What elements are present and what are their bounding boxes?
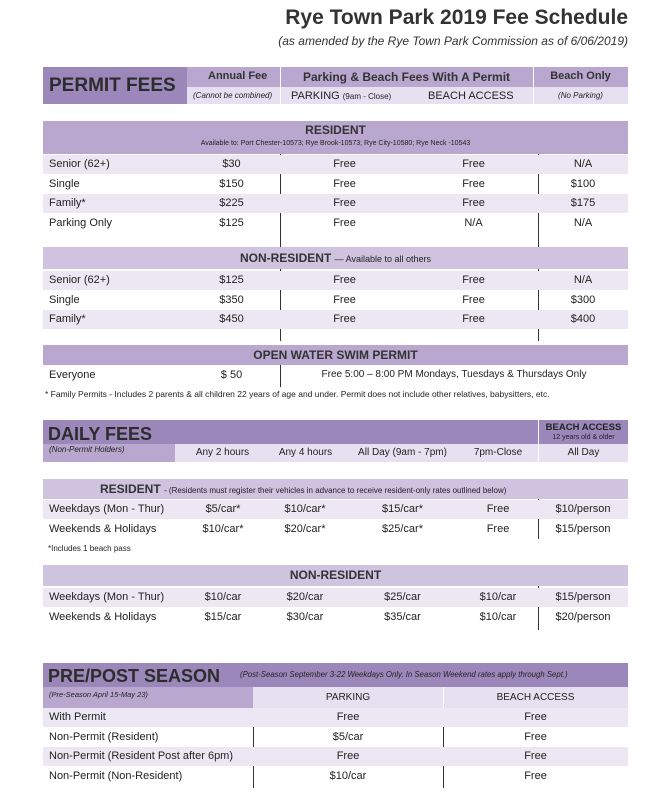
open-water-heading: OPEN WATER SWIM PERMIT <box>253 348 418 362</box>
parking-value: Free <box>333 293 356 306</box>
beach-access-value: Free <box>524 711 547 723</box>
parking-value: Free <box>333 177 356 190</box>
parking-value: Free <box>336 711 360 723</box>
includes-beach-pass: *Includes 1 beach pass <box>48 544 131 553</box>
daily-beach-access: BEACH ACCESS <box>545 422 622 433</box>
daily-fees-header <box>43 420 628 462</box>
parking-value: Free <box>333 197 356 209</box>
table-row <box>43 310 628 329</box>
any-4-hours-value: $10/car* <box>284 503 326 515</box>
all-day-value: $35/car <box>384 610 421 623</box>
table-row <box>43 708 628 727</box>
daily-nonresident-section <box>43 565 628 630</box>
resident-availability: Available to: Port Chester-10573; Rye Brook-10573; Rye City-10580; Rye Neck -10543 <box>200 140 471 147</box>
open-water-label: Everyone <box>49 369 96 381</box>
parking-value: Free <box>333 313 356 325</box>
any-2-hours-value: $10/car <box>204 591 242 603</box>
nonresident-heading: NON-RESIDENT <box>239 251 332 265</box>
annual-note: (Cannot be combined) <box>193 91 273 100</box>
daily-all-day: All Day <box>567 447 600 458</box>
prepost-beach-label: BEACH ACCESS <box>496 692 575 703</box>
daily-beach-age: 12 years old & older <box>552 434 615 441</box>
table-row <box>43 271 628 290</box>
table-row <box>43 175 628 194</box>
parking-beach-heading: Parking & Beach Fees With A Permit <box>302 70 511 84</box>
annual-fee-value: $450 <box>219 313 244 325</box>
beach-access-value: Free <box>462 293 485 306</box>
open-water-section <box>43 345 628 387</box>
table-row <box>43 155 628 174</box>
beach-access-value: Free <box>462 158 485 170</box>
7pm-close-value: $10/car <box>479 591 517 603</box>
beach-all-day-value: $15/person <box>555 591 611 603</box>
parking-value: $10/car <box>329 769 367 782</box>
col-7pm-close: 7pm-Close <box>473 447 523 458</box>
beach-access-value: Free <box>524 730 547 743</box>
table-row <box>43 194 628 213</box>
annual-fee-value: $125 <box>219 216 244 229</box>
any-4-hours-value: $20/car* <box>284 522 326 535</box>
row-label: Weekdays (Mon - Thur) <box>49 591 165 603</box>
row-label: Weekends & Holidays <box>49 522 157 535</box>
beach-only-value: N/A <box>573 216 593 229</box>
beach-all-day-value: $15/person <box>555 522 611 535</box>
row-label: Parking Only <box>49 216 112 229</box>
beach-access-value: Free <box>462 274 485 286</box>
row-label: Single <box>49 293 80 306</box>
beach-access-value: Free <box>462 197 485 209</box>
daily-resident-heading: RESIDENT <box>100 482 161 496</box>
pre-season-note: (Pre-Season April 15-May 23) <box>49 690 148 699</box>
col-any-2-hours: Any 2 hours <box>195 447 250 458</box>
beach-access-value: Free <box>524 769 547 782</box>
prepost-header <box>43 663 628 708</box>
row-label: Non-Permit (Non-Resident) <box>49 769 183 782</box>
table-row <box>43 588 628 607</box>
parking-value: $5/car <box>332 730 364 743</box>
col-all-day: All Day (9am - 7pm) <box>358 447 447 458</box>
all-day-value: $15/car* <box>382 503 423 515</box>
parking-column-label: PARKING (9am - Close) <box>291 90 392 102</box>
nonresident-note: — Available to all others <box>334 254 432 264</box>
table-row <box>43 500 628 519</box>
beach-only-value: $400 <box>570 313 596 325</box>
parking-value: Free <box>336 750 360 762</box>
beach-all-day-value: $20/person <box>555 610 611 623</box>
table-row <box>43 291 628 310</box>
parking-value: Free <box>333 216 356 229</box>
table-row <box>43 214 628 233</box>
no-parking-note: (No Parking) <box>558 91 603 100</box>
beach-access-value: Free <box>462 313 485 325</box>
beach-only-value: N/A <box>573 158 593 170</box>
row-label: Senior (62+) <box>49 274 110 286</box>
beach-only-value: N/A <box>573 274 593 286</box>
open-water-desc: Free 5:00 – 8:00 PM Mondays, Tuesdays & Thursdays Only <box>321 369 587 380</box>
any-4-hours-value: $20/car <box>286 591 324 603</box>
beach-access-column-label: BEACH ACCESS <box>428 90 514 102</box>
permit-fees-header <box>43 67 628 104</box>
annual-fee-value: $150 <box>219 177 244 190</box>
7pm-close-value: $10/car <box>479 610 517 623</box>
beach-only-value: $100 <box>570 177 596 190</box>
post-season-note: (Post-Season September 3-22 Weekdays Only. In Season Weekend rates apply through Sept.) <box>240 670 568 679</box>
permit-fees-title: PERMIT FEES <box>49 75 176 96</box>
row-label: Family* <box>49 313 86 325</box>
row-label: Non-Permit (Resident Post after 6pm) <box>49 750 234 762</box>
row-label: With Permit <box>49 711 106 723</box>
daily-resident-note: - (Residents must register their vehicles in advance to receive resident-only rates outlined below) <box>164 486 507 495</box>
page-title: Rye Town Park 2019 Fee Schedule <box>285 6 628 29</box>
annual-fee-value: $225 <box>219 197 244 209</box>
parking-value: Free <box>333 158 356 170</box>
daily-resident-section <box>43 479 628 539</box>
row-label: Senior (62+) <box>49 158 110 170</box>
open-water-fee: $ 50 <box>220 369 243 381</box>
family-permit-note: * Family Permits - Includes 2 parents & all children 22 years of age and under. Permit does not include other relatives, babysitters, etc. <box>45 389 550 399</box>
page-subtitle: (as amended by the Rye Town Park Commission as of 6/06/2019) <box>278 34 628 48</box>
all-day-value: $25/car* <box>382 522 423 535</box>
7pm-close-value: Free <box>486 522 510 535</box>
any-2-hours-value: $15/car <box>204 610 242 623</box>
row-label: Non-Permit (Resident) <box>49 730 159 743</box>
any-2-hours-value: $5/car* <box>205 503 241 515</box>
daily-fees-title: DAILY FEES <box>48 424 153 444</box>
beach-access-value: Free <box>524 750 547 762</box>
table-row <box>43 767 628 786</box>
any-4-hours-value: $30/car <box>286 610 324 623</box>
daily-fees-sub: (Non-Permit Holders) <box>49 445 125 454</box>
daily-nonresident-heading: NON-RESIDENT <box>289 568 382 582</box>
annual-fee-value: $350 <box>219 293 244 306</box>
7pm-close-value: Free <box>486 503 510 515</box>
row-label: Weekends & Holidays <box>49 610 157 623</box>
row-label: Weekdays (Mon - Thur) <box>49 503 165 515</box>
beach-only-value: $300 <box>570 293 596 306</box>
any-2-hours-value: $10/car* <box>202 522 244 535</box>
prepost-parking-label: PARKING <box>325 692 371 703</box>
table-row <box>43 728 628 747</box>
beach-access-value: N/A <box>464 216 483 229</box>
prepost-table <box>43 708 628 788</box>
resident-heading: RESIDENT <box>305 123 366 137</box>
beach-access-value: Free <box>462 177 485 190</box>
annual-fee-value: $125 <box>219 274 244 286</box>
beach-only-value: $175 <box>570 197 596 209</box>
prepost-title: PRE/POST SEASON <box>48 666 221 686</box>
table-row <box>43 608 628 627</box>
resident-permit-section <box>43 121 628 341</box>
row-label: Family* <box>49 197 86 209</box>
table-row <box>43 747 628 766</box>
annual-fee-label: Annual Fee <box>208 70 268 82</box>
parking-value: Free <box>333 274 356 286</box>
col-any-4-hours: Any 4 hours <box>278 447 333 458</box>
row-label: Single <box>49 177 80 190</box>
annual-fee-value: $30 <box>222 158 241 170</box>
beach-all-day-value: $10/person <box>555 503 611 515</box>
all-day-value: $25/car <box>384 591 421 603</box>
table-row <box>43 520 628 539</box>
beach-only-label: Beach Only <box>550 70 611 82</box>
